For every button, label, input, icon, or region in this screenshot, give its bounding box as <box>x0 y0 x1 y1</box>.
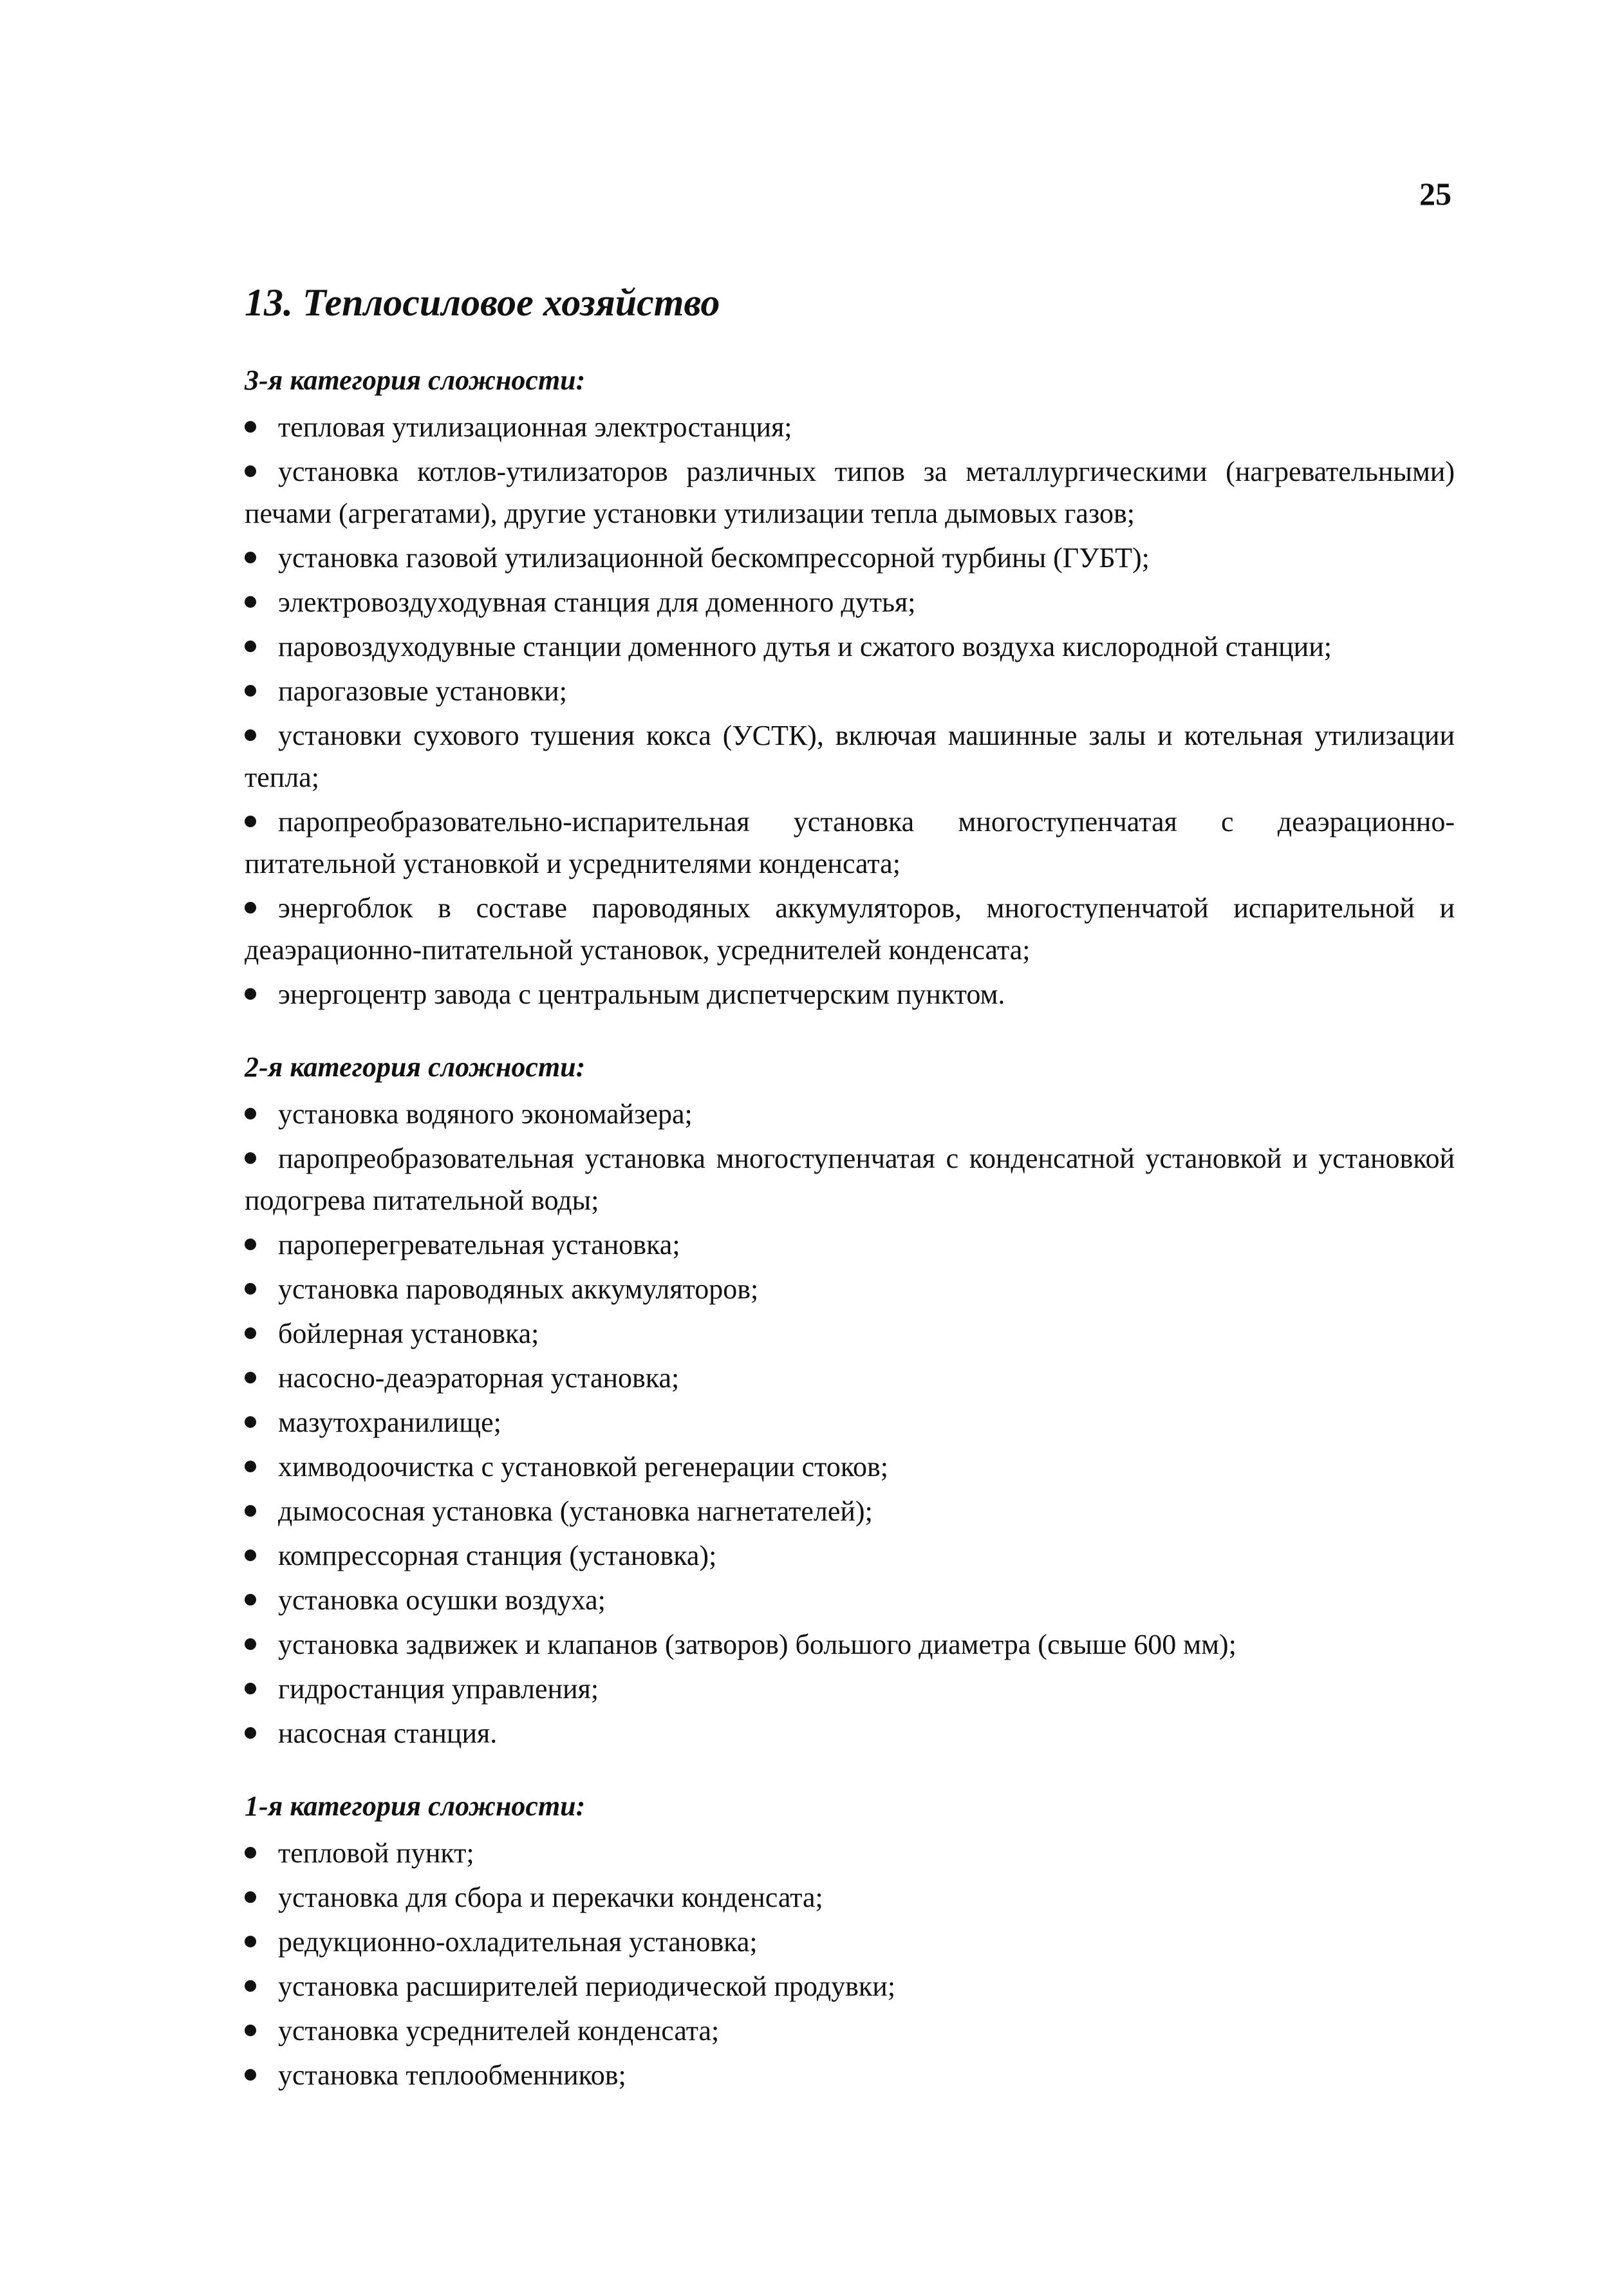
list-item <box>245 1446 1455 1488</box>
list-item <box>245 1877 1455 1918</box>
category-2 <box>245 1046 1455 1754</box>
list-item <box>245 2054 1455 2096</box>
list-item-text: компрессорная станция (установка); <box>278 1540 717 1571</box>
bullet-icon <box>245 1891 256 1903</box>
list-item-text: гидростанция управления; <box>278 1673 599 1705</box>
list-item <box>245 715 1455 798</box>
list-item-text: насосная станция. <box>278 1718 498 1749</box>
list-item-text: установка расширителей периодической продувки; <box>278 1971 896 2002</box>
list-item <box>245 1624 1455 1665</box>
bullet-icon <box>245 2025 256 2036</box>
list-item <box>245 1357 1455 1399</box>
list-item-text: установка пароводяных аккумуляторов; <box>278 1273 759 1305</box>
list-item-text: химводоочистка с установкой регенерации стоков; <box>278 1451 888 1483</box>
bullet-icon <box>245 552 256 563</box>
list-item-text: дымососная установка (установка нагнетателей); <box>278 1495 873 1527</box>
bullet-icon <box>245 729 256 741</box>
list-item <box>245 1313 1455 1354</box>
bullet-icon <box>245 1239 256 1250</box>
bullet-icon <box>245 1283 256 1295</box>
list-item <box>245 670 1455 712</box>
bullet-icon <box>245 1152 256 1164</box>
list-item-text: паропреобразовательная установка многоступенчатая с конденсатной установкой и установкой подогрева питательной воды; <box>245 1143 1455 1216</box>
list-item <box>245 451 1455 534</box>
bullet-list <box>245 1832 1455 2096</box>
bullet-icon <box>245 1980 256 1992</box>
category-title: 3-я категория сложности: <box>245 364 586 396</box>
category-title: 2-я категория сложности: <box>245 1051 586 1083</box>
list-item-text: паропреобразовательно-испарительная установка многоступенчатая с деаэрационно-питательной установкой и усреднителями конденсата; <box>245 806 1455 879</box>
list-item <box>245 1712 1455 1754</box>
list-item-text: мазутохранилище; <box>278 1407 501 1438</box>
list-item-text: пароперегревательная установка; <box>278 1229 680 1260</box>
list-item-text: установка усреднителей конденсата; <box>278 2015 720 2046</box>
bullet-icon <box>245 1416 256 1428</box>
list-item <box>245 1224 1455 1266</box>
category-3 <box>245 359 1455 1015</box>
document-content <box>245 277 1455 2127</box>
list-item-text: установка осушки воздуха; <box>278 1584 606 1616</box>
bullet-icon <box>245 902 256 913</box>
bullet-icon <box>245 1372 256 1383</box>
bullet-icon <box>245 1327 256 1339</box>
list-item <box>245 406 1455 448</box>
list-item-text: редукционно-охладительная установка; <box>278 1926 758 1958</box>
bullet-icon <box>245 1505 256 1517</box>
list-item <box>245 1579 1455 1621</box>
list-item <box>245 1138 1455 1221</box>
section-title: 13. Теплосиловое хозяйство <box>245 281 720 324</box>
list-item-text: установка котлов-утилизаторов различных типов за металлургическими (нагревательными) печами (агрегатами), другие установки утилизации тепла дымовых газов; <box>245 456 1455 529</box>
list-item <box>245 537 1455 579</box>
bullet-icon <box>245 988 256 1000</box>
list-item-text: энергоцентр завода с центральным диспетчерским пунктом. <box>278 978 1005 1010</box>
bullet-list <box>245 1093 1455 1754</box>
bullet-icon <box>245 1847 256 1858</box>
list-item <box>245 1832 1455 1874</box>
bullet-icon <box>245 465 256 477</box>
bullet-icon <box>245 1461 256 1472</box>
list-item-text: тепловой пункт; <box>278 1837 474 1869</box>
list-item <box>245 2010 1455 2052</box>
list-item-text: бойлерная установка; <box>278 1318 539 1349</box>
bullet-icon <box>245 1727 256 1739</box>
bullet-icon <box>245 2069 256 2081</box>
list-item <box>245 1535 1455 1577</box>
bullet-icon <box>245 685 256 697</box>
bullet-icon <box>245 1638 256 1650</box>
bullet-icon <box>245 1683 256 1694</box>
list-item <box>245 1093 1455 1135</box>
list-item <box>245 1921 1455 1963</box>
list-item-text: насосно-деаэраторная установка; <box>278 1362 680 1394</box>
list-item <box>245 887 1455 971</box>
bullet-icon <box>245 641 256 652</box>
category-1 <box>245 1785 1455 2096</box>
bullet-icon <box>245 1108 256 1119</box>
bullet-icon <box>245 816 256 827</box>
list-item-text: тепловая утилизационная электростанция; <box>278 411 792 443</box>
list-item-text: установка водяного экономайзера; <box>278 1098 693 1130</box>
list-item <box>245 1490 1455 1532</box>
list-item-text: энергоблок в составе пароводяных аккумуляторов, многоступенчатой испарительной и деаэрационно-питательной установок, усреднителей конденсата; <box>245 892 1455 966</box>
list-item <box>245 626 1455 668</box>
list-item-text: установка для сбора и перекачки конденсата; <box>278 1882 823 1913</box>
bullet-list <box>245 406 1455 1015</box>
list-item <box>245 1965 1455 2007</box>
list-item-text: установка теплообменников; <box>278 2059 626 2091</box>
list-item <box>245 1401 1455 1443</box>
list-item-text: паровоздуходувные станции доменного дутья и сжатого воздуха кислородной станции; <box>278 631 1332 662</box>
list-item <box>245 801 1455 885</box>
list-item-text: электровоздуходувная станция для доменного дутья; <box>278 586 916 618</box>
list-item-text: установка задвижек и клапанов (затворов) большого диаметра (свыше 600 мм); <box>278 1629 1237 1660</box>
list-item-text: установка газовой утилизационной бескомпрессорной турбины (ГУБТ); <box>278 542 1150 574</box>
bullet-icon <box>245 596 256 608</box>
bullet-icon <box>245 1594 256 1606</box>
bullet-icon <box>245 1936 256 1947</box>
list-item-text: парогазовые установки; <box>278 675 567 707</box>
list-item-text: установки сухового тушения кокса (УСТК), включая машинные залы и котельная утилизации тепла; <box>245 720 1455 793</box>
list-item <box>245 973 1455 1015</box>
list-item <box>245 581 1455 623</box>
bullet-icon <box>245 421 256 433</box>
list-item <box>245 1268 1455 1310</box>
bullet-icon <box>245 1549 256 1561</box>
list-item <box>245 1668 1455 1710</box>
category-title: 1-я категория сложности: <box>245 1790 586 1822</box>
page-number: 25 <box>1419 176 1451 212</box>
